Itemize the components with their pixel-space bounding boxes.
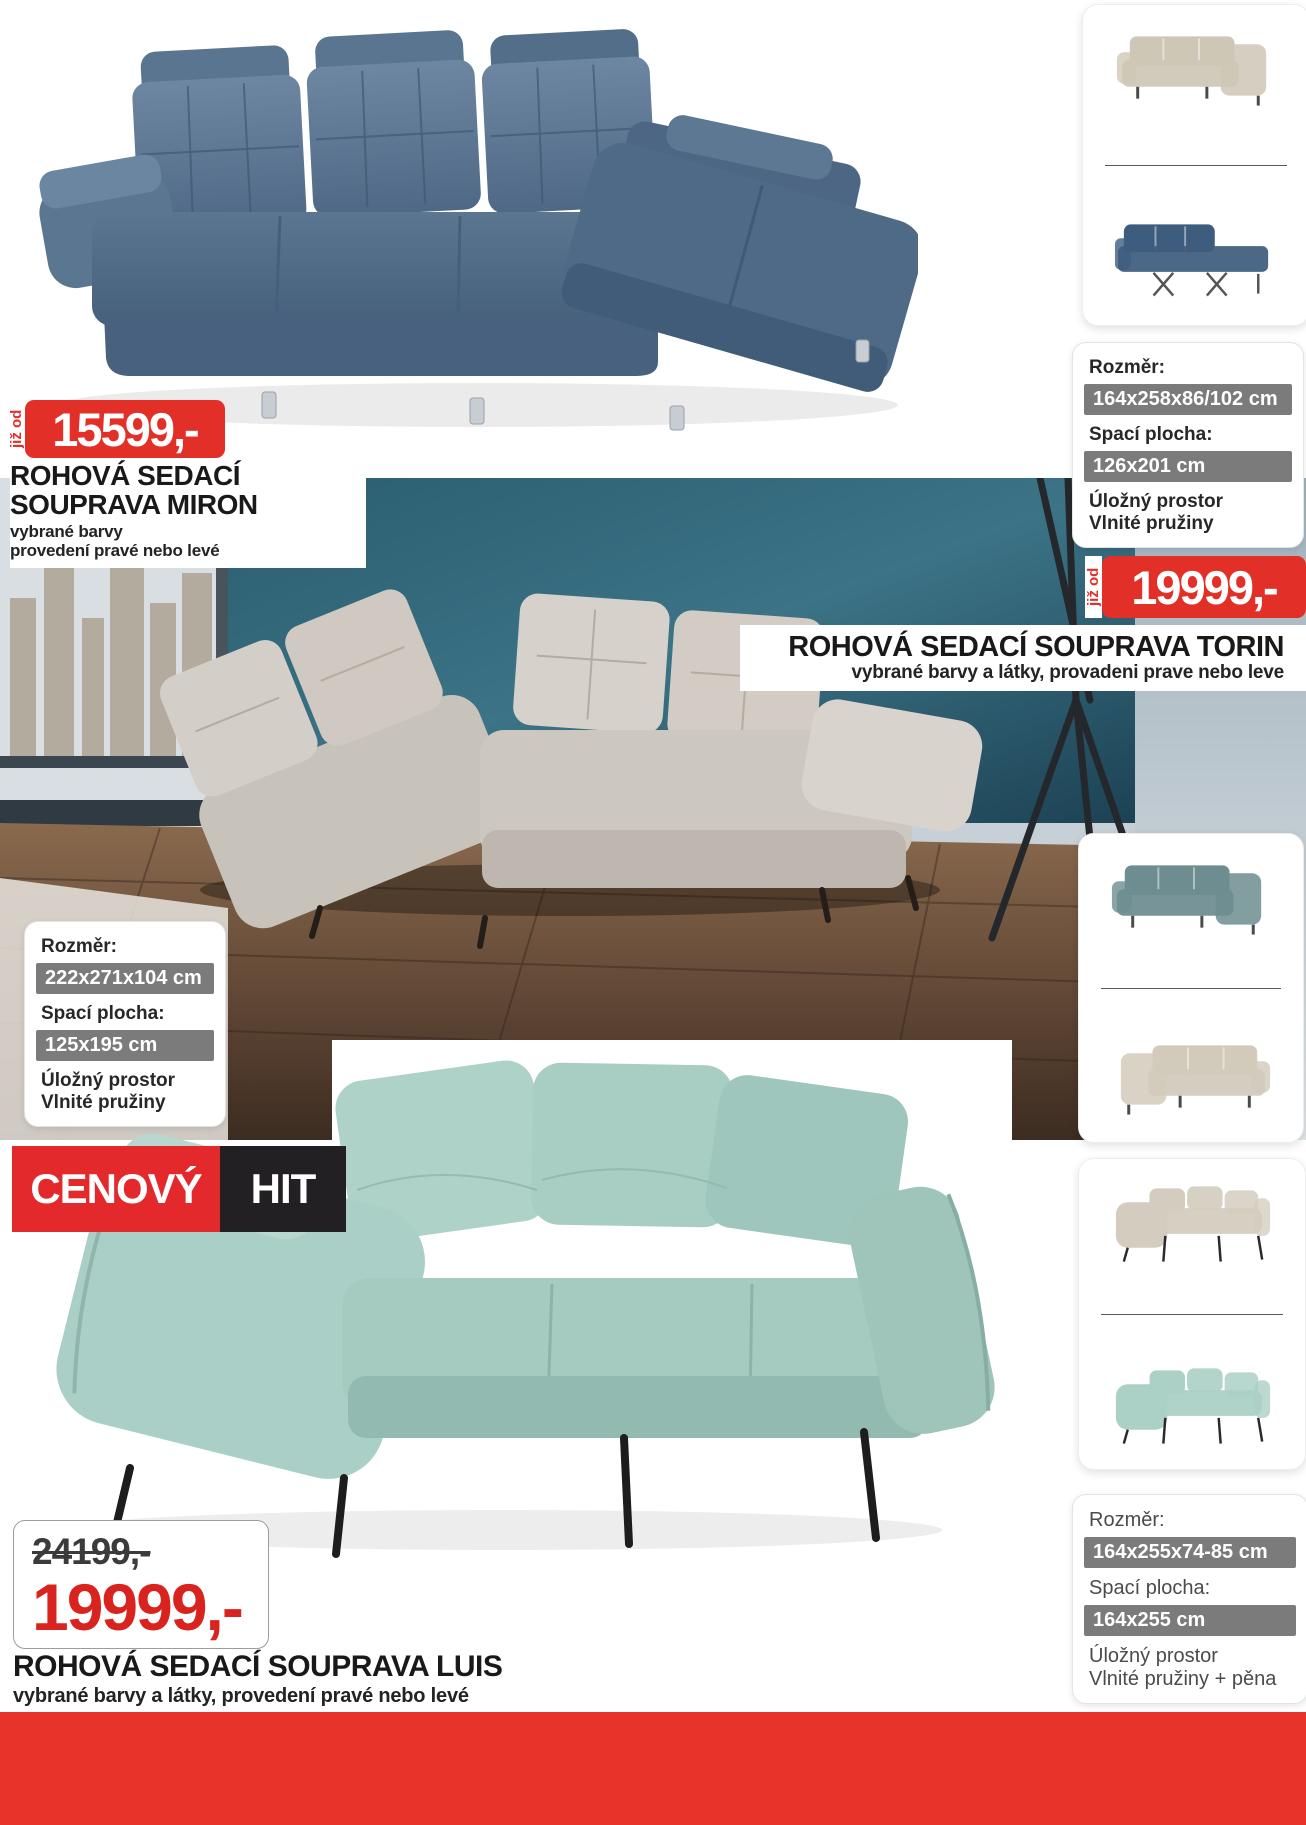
spec-size-label: Rozměr: [1089, 357, 1166, 378]
badge-hit: HIT [220, 1146, 346, 1232]
spec-sleep-label: Spací plocha: [1089, 424, 1213, 445]
corner-sofa-beige-icon [1106, 1028, 1276, 1128]
spec-sleep-label: Spací plocha: [41, 1003, 165, 1024]
spec-sleep-value: 125x195 cm [36, 1030, 214, 1061]
miron-price-prefix: již od [8, 409, 25, 449]
spec-feature-springs: Vlnité pružiny + pěna [1089, 1668, 1277, 1690]
sofa-bed-extended-blue-icon [1111, 211, 1281, 311]
torin-title-band [740, 625, 1306, 691]
miron-variant-thumbnails-card [1082, 4, 1306, 326]
thumbnail-divider [1105, 165, 1286, 166]
spec-feature-springs: Vlnité pružiny [41, 1091, 166, 1113]
luis-variant-thumbnails-card [1078, 1158, 1306, 1470]
torin-desc: vybrané barvy a látky, provadeni prave nebo leve [851, 662, 1284, 684]
badge-cenovy: CENOVÝ [12, 1146, 220, 1232]
miron-name-line2: SOUPRAVA MIRON [10, 488, 258, 520]
torin-spec-card [24, 921, 226, 1127]
spec-size-value: 164x255x74-85 cm [1084, 1537, 1296, 1568]
spec-sleep-value: 126x201 cm [1084, 451, 1292, 482]
miron-price: 15599,- [25, 400, 225, 458]
product-photo-miron-blue-corner-sofa [18, 10, 918, 440]
miron-text-block [10, 460, 366, 568]
spec-feature-storage: Úložný prostor [41, 1070, 176, 1091]
miron-desc-line1: vybrané barvy [10, 522, 123, 542]
thumbnail-divider [1101, 988, 1281, 989]
spec-size-label: Rozměr: [1089, 1509, 1165, 1531]
torin-name: ROHOVÁ SEDACÍ SOUPRAVA TORIN [788, 630, 1284, 663]
cenovy-hit-badge [12, 1146, 346, 1232]
thumbnail-divider [1101, 1314, 1282, 1315]
miron-price-tag [8, 400, 225, 458]
luis-price: 19999,- [32, 1570, 242, 1644]
spec-size-value: 164x258x86/102 cm [1084, 384, 1292, 415]
spec-sleep-label: Spací plocha: [1089, 1577, 1211, 1599]
spec-feature-storage: Úložný prostor [1089, 491, 1224, 512]
torin-price: 19999,- [1102, 556, 1306, 618]
corner-sofa-beige-icon [1111, 19, 1281, 119]
torin-price-prefix: již od [1085, 556, 1102, 618]
torin-variant-thumbnails-card [1078, 833, 1304, 1143]
chaise-sofa-beige-icon [1107, 1173, 1277, 1273]
corner-sofa-teal-icon [1106, 848, 1276, 948]
luis-text-block [13, 1652, 713, 1707]
footer-red-band [0, 1712, 1306, 1825]
luis-spec-card [1072, 1494, 1306, 1704]
luis-name: ROHOVÁ SEDACÍ SOUPRAVA LUIS [13, 1650, 503, 1683]
miron-name-line1: ROHOVÁ SEDACÍ [10, 460, 240, 491]
spec-size-value: 222x271x104 cm [36, 963, 214, 994]
spec-feature-storage: Úložný prostor [1089, 1645, 1218, 1667]
luis-price-card [13, 1520, 269, 1649]
chaise-sofa-mint-icon [1107, 1355, 1277, 1455]
luis-desc: vybrané barvy a látky, provedení pravé nebo levé [13, 1684, 469, 1707]
spec-feature-springs: Vlnité pružiny [1089, 512, 1214, 534]
luis-old-price: 24199,- [32, 1531, 151, 1572]
torin-price-tag [1085, 556, 1306, 618]
spec-size-label: Rozměr: [41, 936, 118, 957]
spec-sleep-value: 164x255 cm [1084, 1605, 1296, 1636]
miron-desc-line2: provedení pravé nebo levé [10, 541, 220, 561]
miron-spec-card [1072, 342, 1304, 548]
